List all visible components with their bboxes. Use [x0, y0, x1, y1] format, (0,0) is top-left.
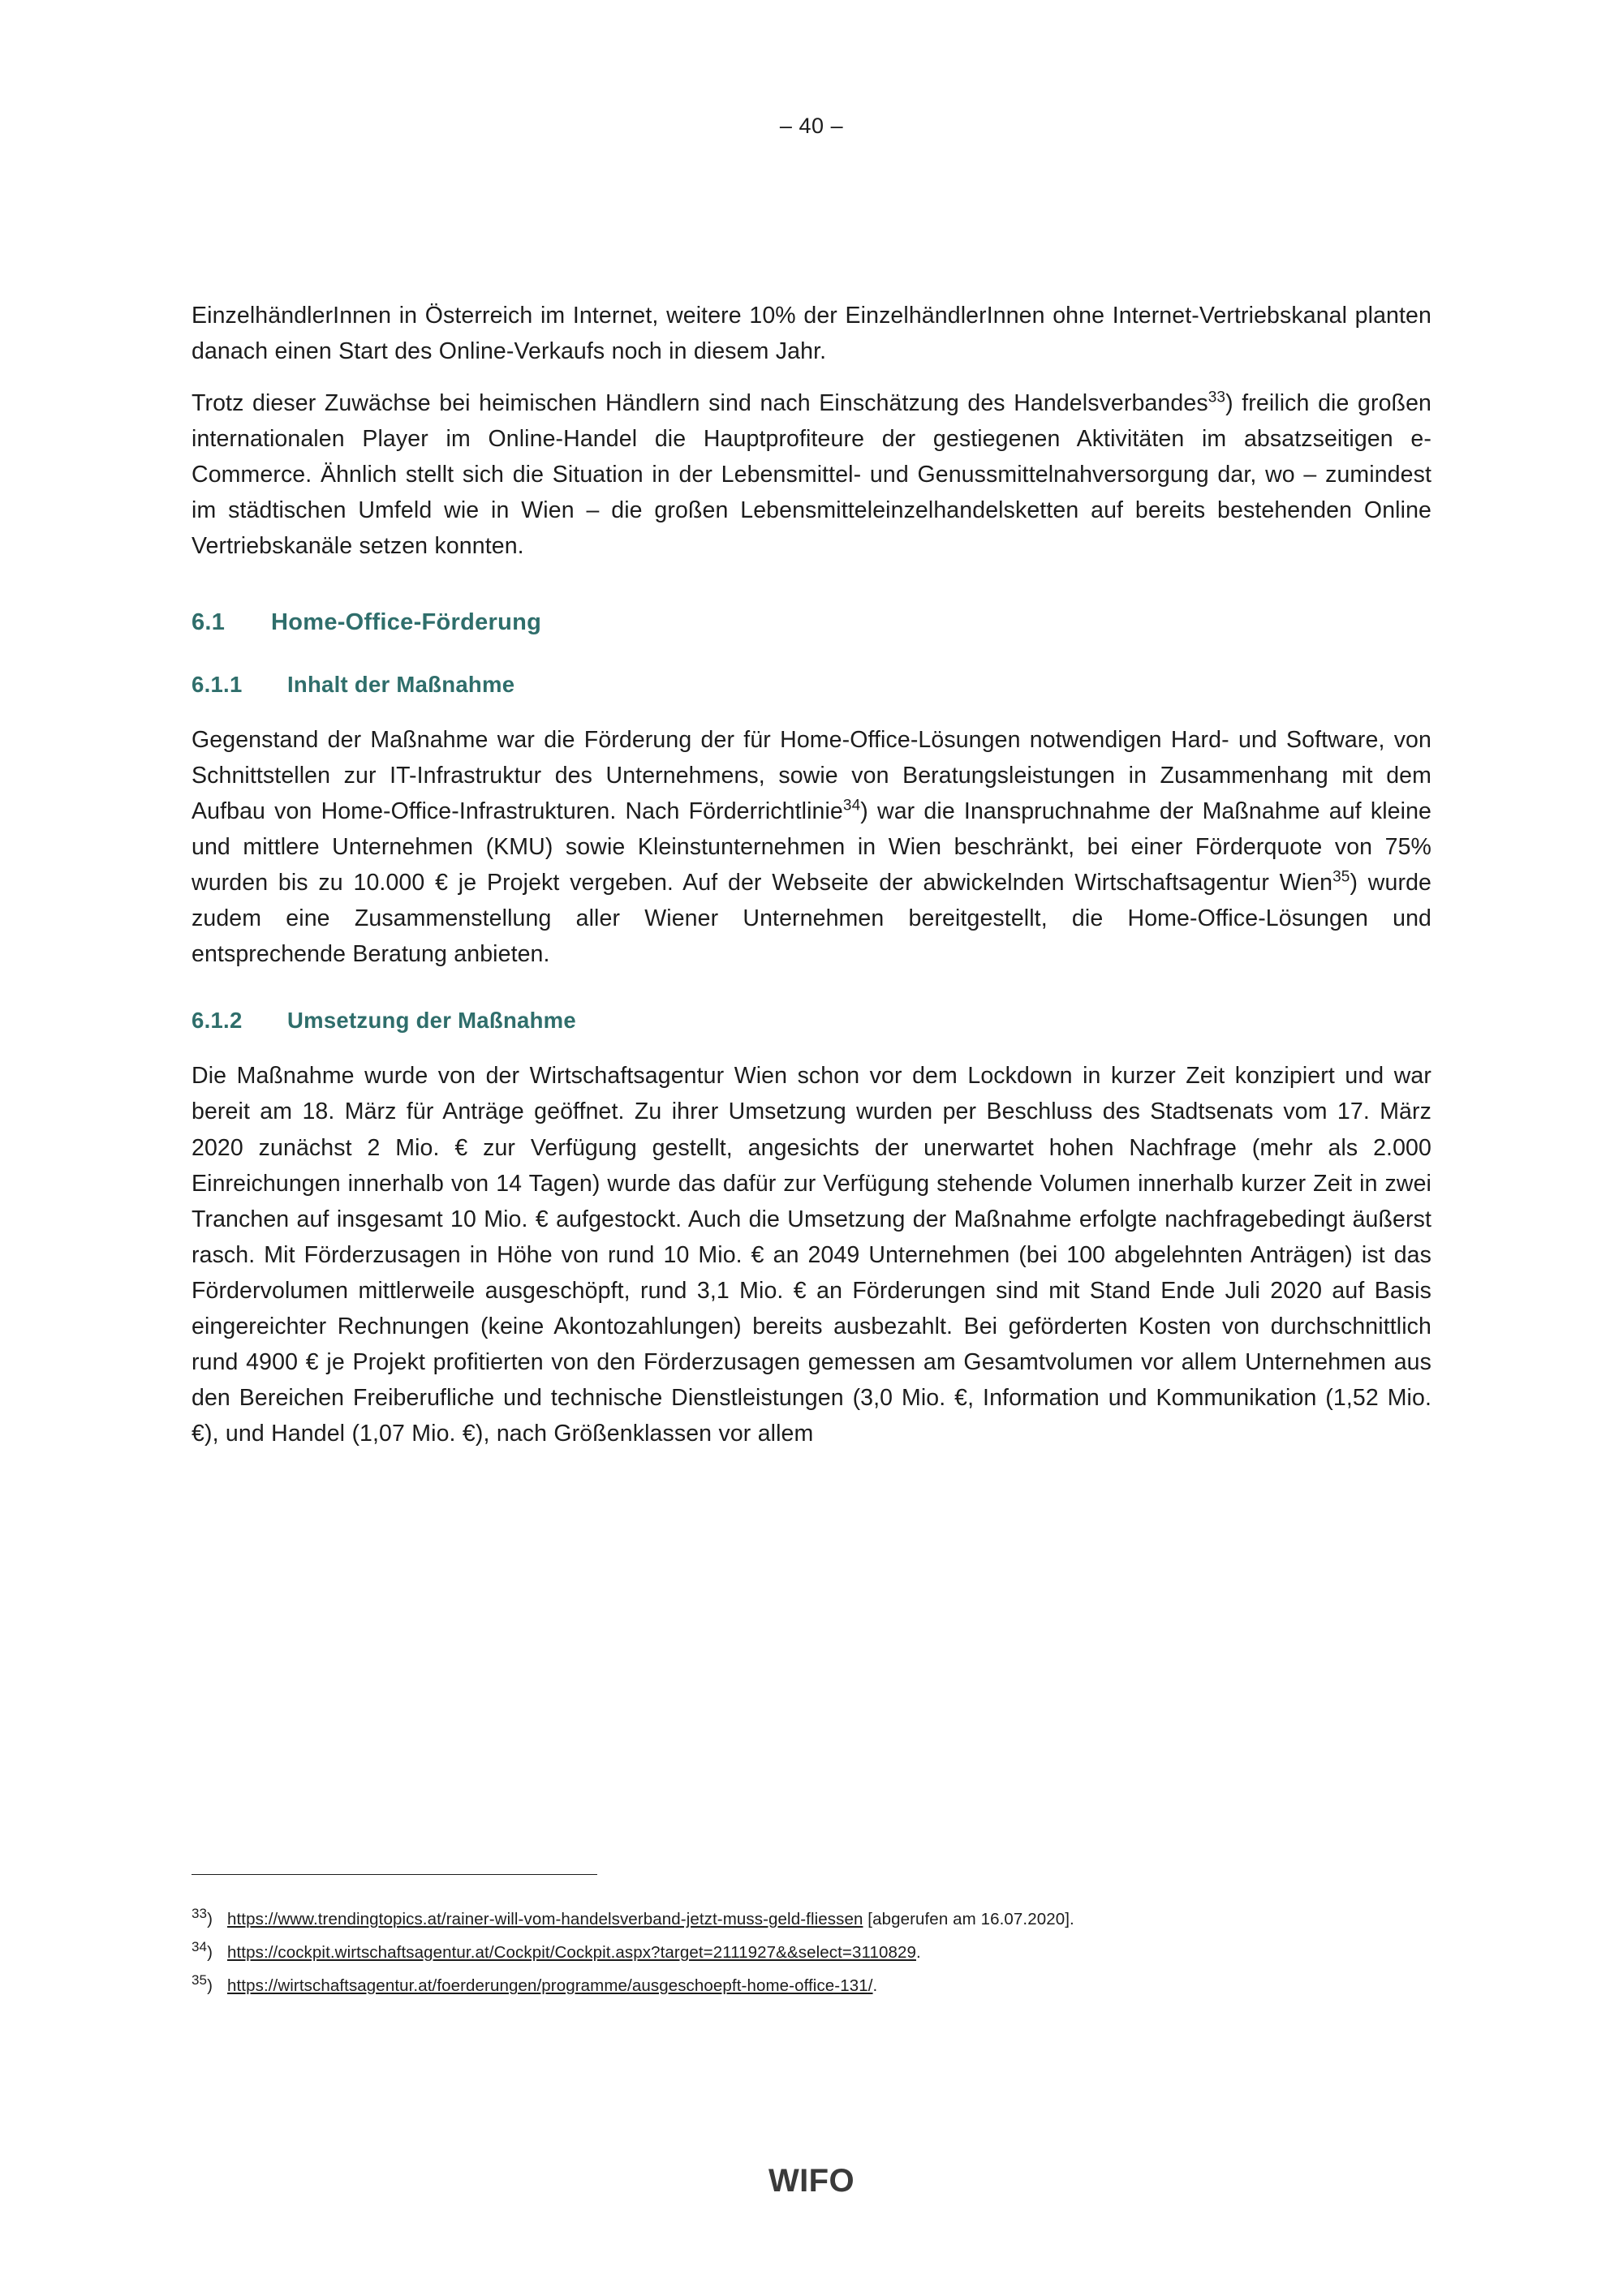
subsection-number: 6.1.1 — [192, 672, 243, 698]
paragraph-part-c: ) wurde zudem eine Zusammenstellung aller Wiener Unternehmen bereitgestellt, die Home-Office-Lösungen und entsprechende Beratung anbieten. — [192, 870, 1431, 968]
footnote-ref-33[interactable]: 33 — [1208, 389, 1226, 406]
footnote-link[interactable]: https://cockpit.wirtschaftsagentur.at/Cockpit/Cockpit.aspx?target=2111927&&select=3110829 — [227, 1943, 916, 1963]
subsection-title: Umsetzung der Maßnahme — [287, 1008, 576, 1034]
paragraph-umsetzung-massnahme: Die Maßnahme wurde von der Wirtschaftsagentur Wien schon vor dem Lockdown in kurzer Zeit konzipiert und war bereit am 18. März für Anträge geöffnet. Zu ihrer Umsetzung wurden per Beschluss des Stadtsenats vom 17. März 2020 zunächst 2 Mio. € zur Verfügung gestellt, angesichts der unerwartet hohen Nachfrage (mehr als 2.000 Einreichungen innerhalb von 14 Tagen) wurde das dafür zur Verfügung stehende Volumen innerhalb kurzer Zeit in zwei Tranchen auf insgesamt 10 Mio. € aufgestockt. Auch die Umsetzung der Maßnahme erfolgte nachfragebedingt äußerst rasch. Mit Förderzusagen in Höhe von rund 10 Mio. € an 2049 Unternehmen (bei 100 abgelehnten Anträgen) ist das Fördervolumen mittlerweile ausgeschöpft, rund 3,1 Mio. € an Förderungen sind mit Stand Ende Juli 2020 auf Basis eingereichter Rechnungen (keine Akontozahlungen) bereits ausbezahlt. Bei geförderten Kosten von durchschnittlich rund 4900 € je Projekt profitierten von den Förderzusagen gemessen am Gesamtvolumen vor allem Unternehmen aus den Bereichen Freiberufliche und technische Dienstleistungen (3,0 Mio. €, Information und Kommunikation (1,52 Mio. €), und Handel (1,07 Mio. €), nach Größenklassen vor allem — [192, 1063, 1431, 1447]
subsection-heading-6-1-1 — [192, 672, 1431, 698]
footnote-area — [192, 1874, 1431, 2006]
footnote-tail: . — [872, 1976, 878, 1996]
footnote-34 — [192, 1939, 1431, 1966]
footnote-marker: $^{33}$) — [192, 1906, 213, 1928]
footnote-text — [227, 1906, 1431, 1933]
section-number: 6.1 — [192, 609, 226, 636]
subsection-heading-6-1-2 — [192, 1008, 1431, 1034]
footnote-link[interactable]: https://wirtschaftsagentur.at/foerderungen/programme/ausgeschoepft-home-office-131/ — [227, 1976, 873, 1996]
footnote-tail: . — [915, 1943, 921, 1963]
footnote-35 — [192, 1972, 1431, 1999]
footnote-33 — [192, 1906, 1431, 1933]
section-title: Home-Office-Förderung — [271, 609, 542, 636]
paragraph-intro: EinzelhändlerInnen in Österreich im Internet, weitere 10% der EinzelhändlerInnen ohne Internet-Vertriebskanal planten danach einen Start des Online-Verkaufs noch in diesem Jahr. — [192, 303, 1431, 365]
footnote-ref-35[interactable]: 35 — [1332, 868, 1350, 886]
section-heading-6-1 — [192, 609, 1431, 636]
paragraph-inhalt-massnahme — [192, 722, 1431, 972]
footnote-text — [227, 1939, 1431, 1966]
wifo-logo: WIFO — [768, 2163, 855, 2199]
footnote-ref-34[interactable]: 34 — [842, 797, 861, 815]
footnote-tail: [abgerufen am 16.07.2020]. — [863, 1910, 1074, 1928]
subsection-number: 6.1.2 — [192, 1008, 243, 1034]
paragraph-handelsverband: Trotz dieser Zuwächse bei heimischen Händlern sind nach Einschätzung des Handelsverbandes$^{33}$) freilich die großen internationalen Player im Online-Handel die Hauptprofiteure der gestiegenen Aktivitäten im absatzseitigen e-Commerce. Ähnlich stellt sich die Situation in der Lebensmittel- und Genussmittelnahversorgung dar, wo – zumindest im städtischen Umfeld wie in Wien – die großen Lebensmitteleinzelhandelsketten auf bereits bestehenden Online Vertriebskanäle setzen konnten. — [192, 389, 1432, 560]
footnote-divider — [192, 1874, 597, 1875]
footnote-text — [227, 1972, 1431, 1999]
footnote-link[interactable]: https://www.trendingtopics.at/rainer-will-vom-handelsverband-jetzt-muss-geld-fliessen — [227, 1910, 863, 1928]
subsection-title: Inhalt der Maßnahme — [287, 672, 515, 698]
paragraph-part-a: Gegenstand der Maßnahme war die Förderung der für Home-Office-Lösungen notwendigen Hard- und Software, von Schnittstellen zur IT-Infrastruktur des Unternehmens, sowie von Beratungsleistungen in Zusammenhang mit dem Aufbau von Home-Office-Infrastrukturen. Nach Förderrichtlinie — [192, 727, 1431, 825]
footnote-marker: $^{34}$) — [192, 1939, 213, 1963]
page-number: – 40 – — [779, 114, 844, 138]
footnote-marker: $^{35}$) — [192, 1972, 213, 1996]
paragraph-part-b: ) war die Inanspruchnahme der Maßnahme auf kleine und mittlere Unternehmen (KMU) sowie Kleinstunternehmen in Wien beschränkt, bei einer Förderquote von 75% wurden bis zu 10.000 € je Projekt vergeben. Auf der Webseite der abwickelnden Wirtschaftsagentur Wien — [192, 798, 1431, 896]
page-content — [192, 298, 1431, 1451]
